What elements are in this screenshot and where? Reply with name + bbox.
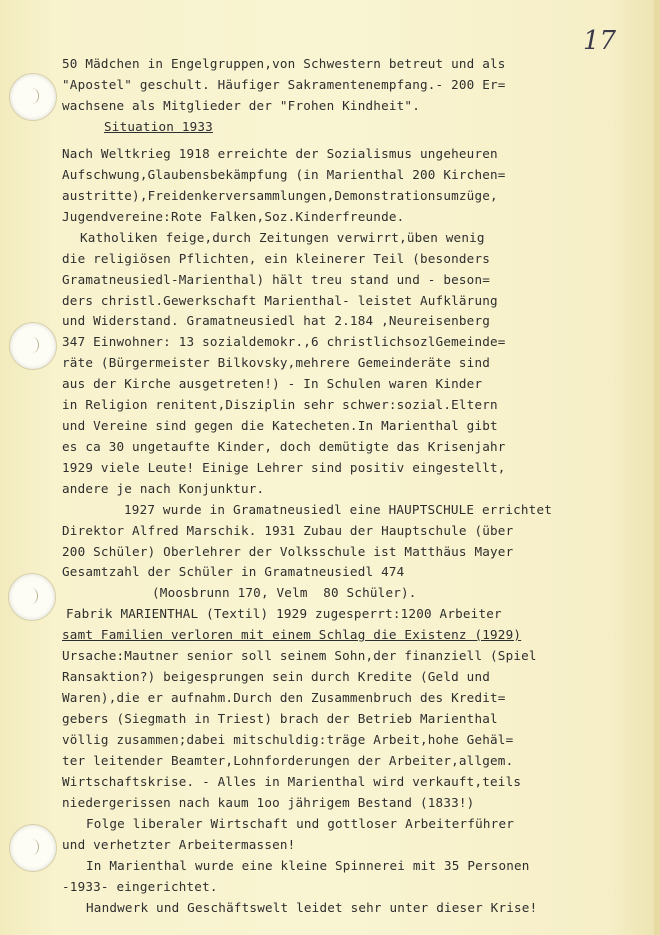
- text-line: 200 Schüler) Oberlehrer der Volksschule ist Matthäus Mayer: [62, 544, 514, 559]
- text-line: 1929 viele Leute! Einige Lehrer sind positiv eingestellt,: [62, 460, 506, 475]
- text-line: Direktor Alfred Marschik. 1931 Zubau der Hauptschule (über: [62, 523, 514, 538]
- text-line: Handwerk und Geschäftswelt leidet sehr unter dieser Krise!: [86, 900, 538, 915]
- text-line: völlig zusammen;dabei mitschuldig:träge Arbeit,hohe Gehäl=: [62, 732, 514, 747]
- text-line: ders christl.Gewerkschaft Marienthal- leistet Aufklärung: [62, 293, 498, 308]
- text-line: samt Familien verloren mit einem Schlag die Existenz (1929): [62, 627, 522, 642]
- text-line: (Moosbrunn 170, Velm 80 Schüler).: [152, 585, 417, 600]
- text-line: Ursache:Mautner senior soll seinem Sohn,der finanziell (Spiel: [62, 648, 537, 663]
- text-line: 347 Einwohner: 13 sozialdemokr.,6 christlichsozlGemeinde=: [62, 334, 506, 349]
- text-line: 1927 wurde in Gramatneusiedl eine HAUPTSCHULE errichtet: [124, 502, 553, 517]
- text-line: -1933- eingerichtet.: [62, 879, 218, 894]
- text-line: niedergerissen nach kaum 1oo jährigem Bestand (1833!): [62, 795, 475, 810]
- text-line: und verhetzter Arbeitermassen!: [62, 837, 296, 852]
- text-line: ter leitender Beamter,Lohnforderungen der Arbeiter,allgem.: [62, 753, 514, 768]
- text-line: Aufschwung,Glaubensbekämpfung (in Marienthal 200 Kirchen=: [62, 167, 506, 182]
- text-line: räte (Bürgermeister Bilkovsky,mehrere Gemeinderäte sind: [62, 355, 491, 370]
- text-line: Folge liberaler Wirtschaft und gottloser Arbeiterführer: [86, 816, 515, 831]
- text-line: in Religion renitent,Disziplin sehr schwer:sozial.Eltern: [62, 397, 498, 412]
- text-line: die religiösen Pflichten, ein kleinerer Teil (besonders: [62, 251, 491, 266]
- text-line: Jugendvereine:Rote Falken,Soz.Kinderfreunde.: [62, 209, 405, 224]
- text-line: austritte),Freidenkerversammlungen,Demonstrationsumzüge,: [62, 188, 498, 203]
- text-line: es ca 30 ungetaufte Kinder, doch demütigte das Krisenjahr: [62, 439, 506, 454]
- page-number: 17: [583, 26, 617, 56]
- text-line: gebers (Siegmath in Triest) brach der Betrieb Marienthal: [62, 711, 498, 726]
- text-line: Ransaktion?) beigesprungen sein durch Kredite (Geld und: [62, 669, 491, 684]
- text-line: 50 Mädchen in Engelgruppen,von Schwestern betreut und als: [62, 56, 506, 71]
- text-line: Gesamtzahl der Schüler in Gramatneusiedl 474: [62, 564, 405, 579]
- text-line: Nach Weltkrieg 1918 erreichte der Sozialismus ungeheuren: [62, 146, 498, 161]
- text-line: In Marienthal wurde eine kleine Spinnerei mit 35 Personen: [86, 858, 530, 873]
- text-line: Gramatneusiedl-Marienthal) hält treu stand und - beson=: [62, 272, 491, 287]
- text-line: Fabrik MARIENTHAL (Textil) 1929 zugesperrt:1200 Arbeiter: [66, 606, 502, 621]
- text-line: Katholiken feige,durch Zeitungen verwirrt,üben wenig: [80, 230, 485, 245]
- text-line: Waren),die er aufnahm.Durch den Zusammenbruch des Kredit=: [62, 690, 506, 705]
- text-line: Wirtschaftskrise. - Alles in Marienthal wird verkauft,teils: [62, 774, 522, 789]
- text-line: Situation 1933: [104, 119, 213, 134]
- text-line: und Widerstand. Gramatneusiedl hat 2.184 ,Neureisenberg: [62, 313, 491, 328]
- text-line: aus der Kirche ausgetreten!) - In Schulen waren Kinder: [62, 376, 483, 391]
- text-line: "Apostel" geschult. Häufiger Sakramentenempfang.- 200 Er=: [62, 77, 506, 92]
- text-line: andere je nach Konjunktur.: [62, 481, 265, 496]
- text-line: und Vereine sind gegen die Katecheten.In Marienthal gibt: [62, 418, 498, 433]
- text-line: wachsene als Mitglieder der "Frohen Kindheit".: [62, 98, 420, 113]
